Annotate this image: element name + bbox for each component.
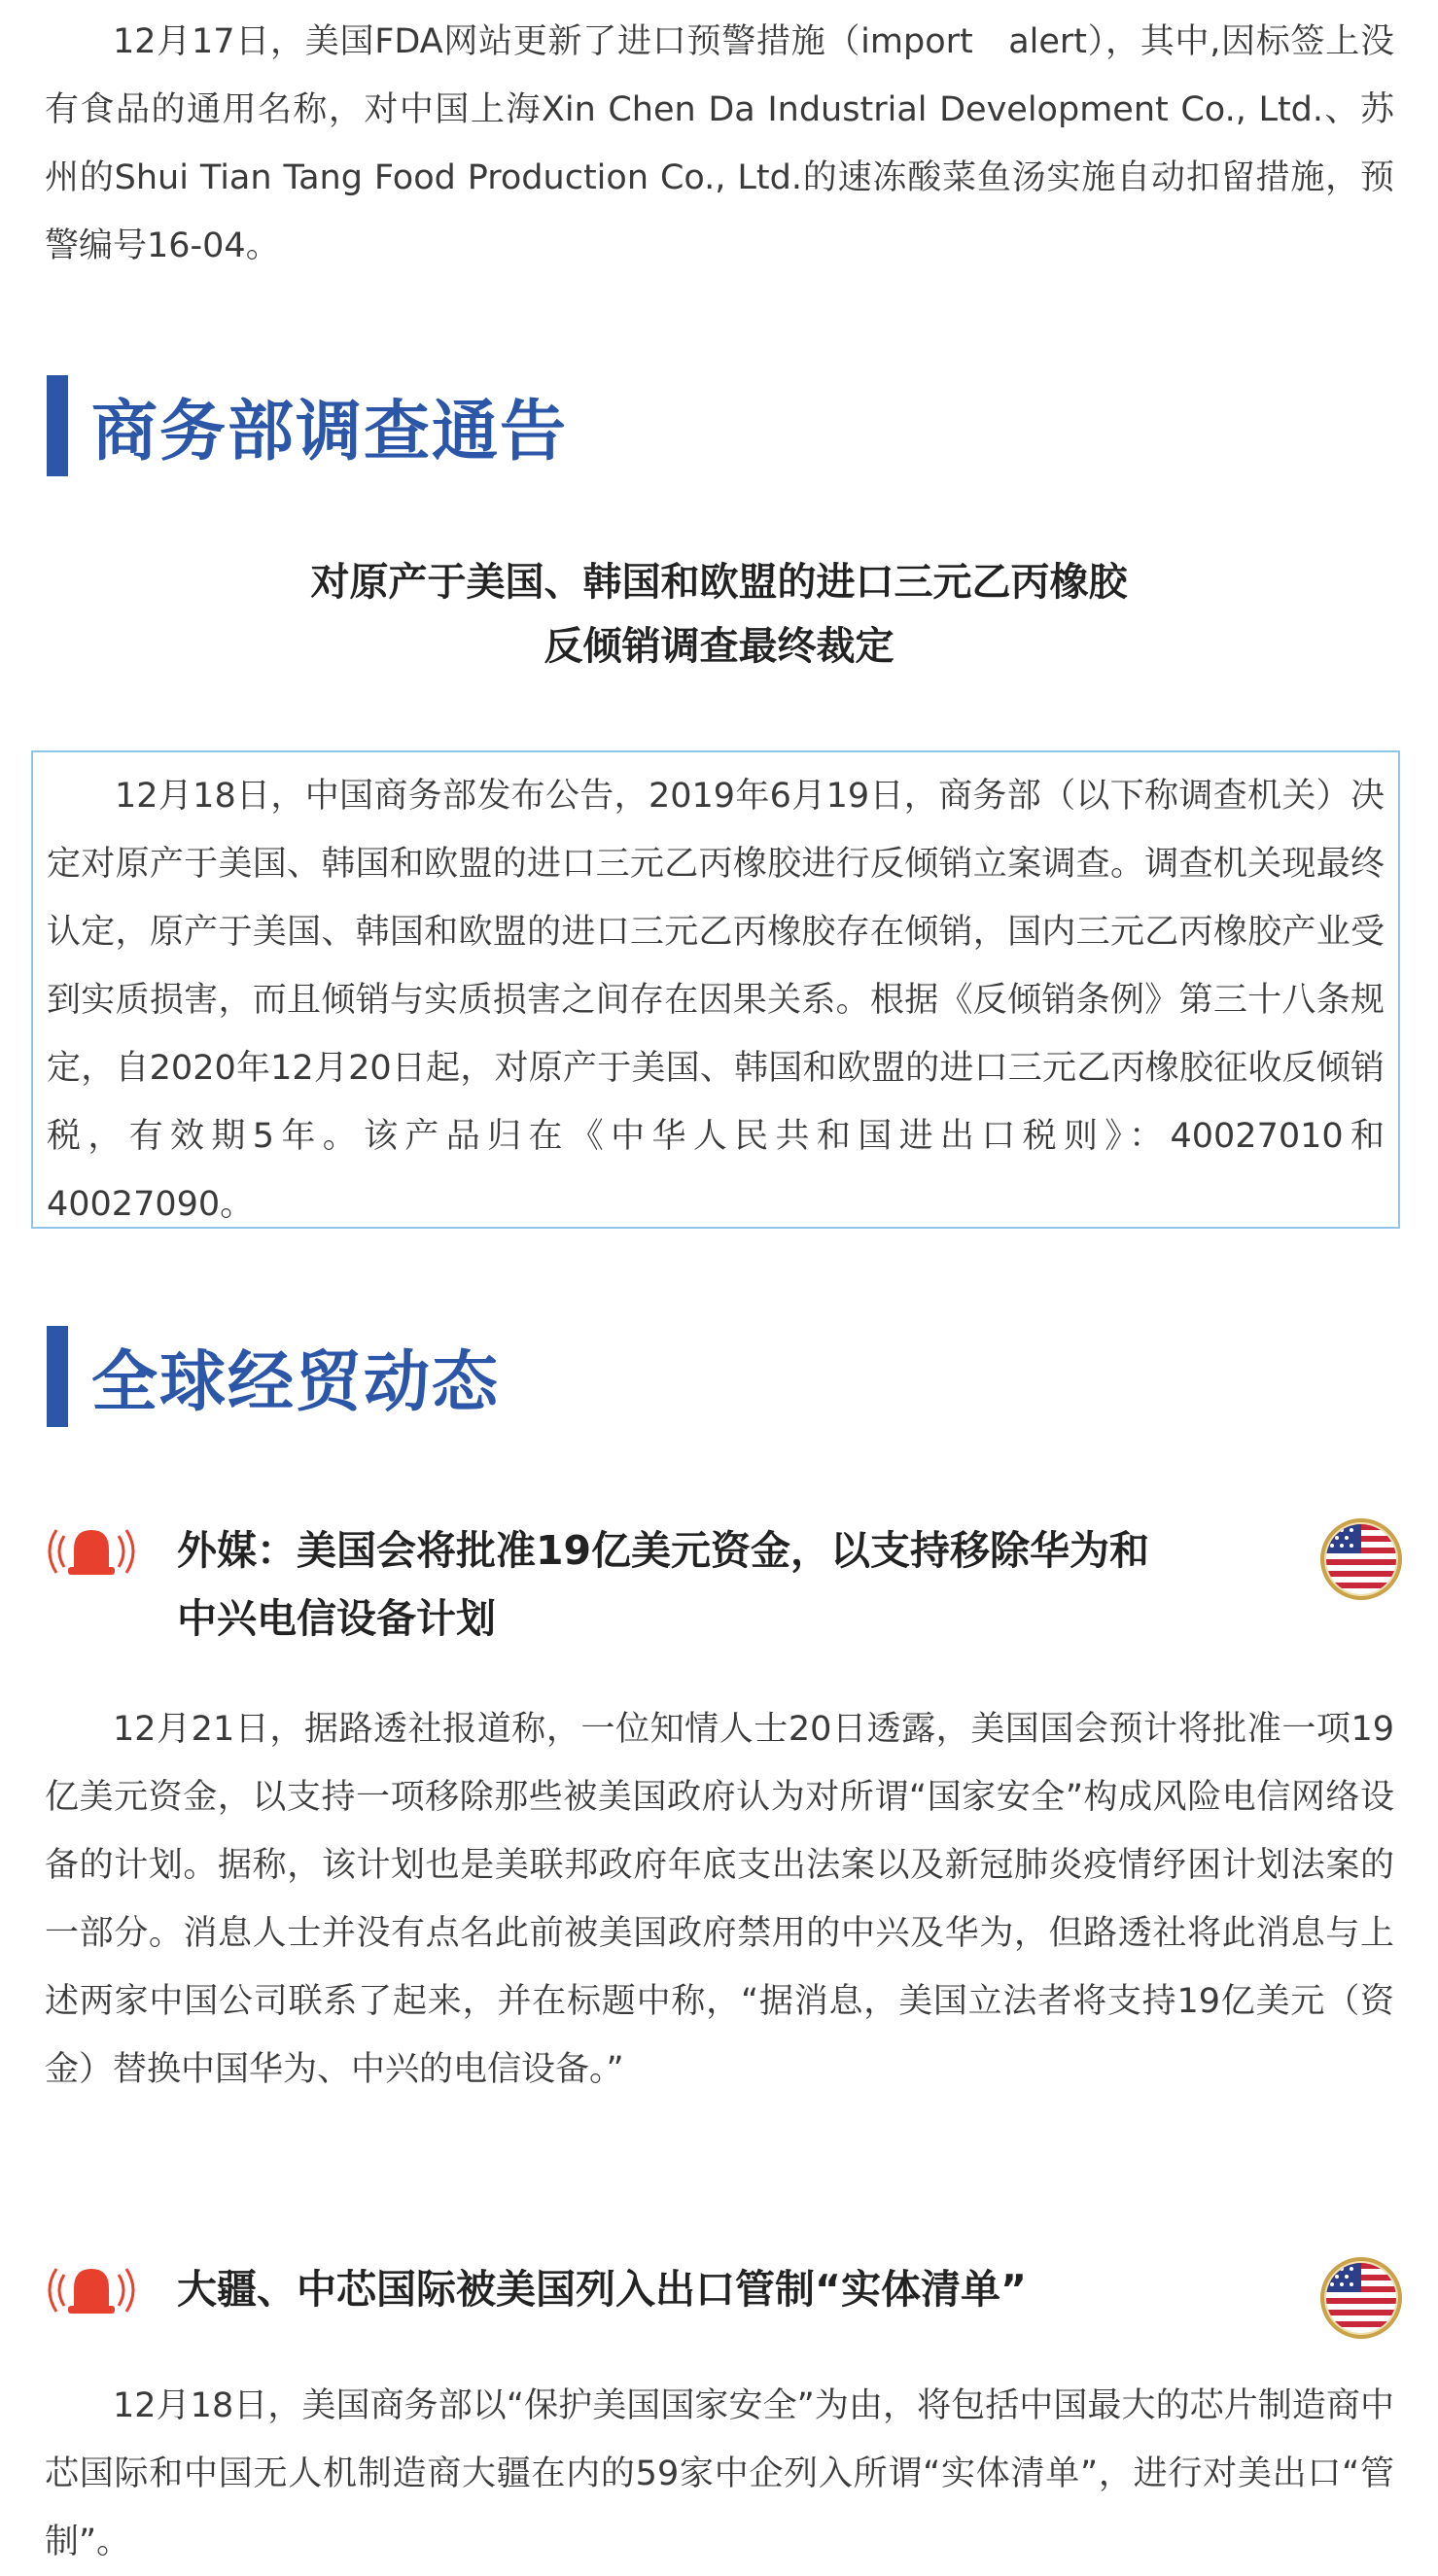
us-flag-icon [1318,1516,1404,1602]
notice-subtitle-line1: 对原产于美国、韩国和欧盟的进口三元乙丙橡胶 [310,560,1128,605]
intro-paragraph: 12月17日，美国FDA网站更新了进口预警措施（import alert），其中,因标签上没有食品的通用名称，对中国上海Xin Chen Da Industrial Development Co., Ltd.、苏州的Shui Tian Tang Food Production Co., Ltd.的速冻酸菜鱼汤实施自动扣留措施，预警编号16-04。 [45,22,1394,265]
news-body-2: 12月18日，美国商务部以“保护美国国家安全”为由，将包括中国最大的芯片制造商中芯国际和中国无人机制造商大疆在内的59家中企列入所谓“实体清单”，进行对美出口“管制”。 [45,2386,1394,2561]
notice-body: 12月18日，中国商务部发布公告，2019年6月19日，商务部（以下称调查机关）决定对原产于美国、韩国和欧盟的进口三元乙丙橡胶进行反倾销立案调查。调查机关现最终认定，原产于美国、韩国和欧盟的进口三元乙丙橡胶存在倾销，国内三元乙丙橡胶产业受到实质损害，而且倾销与实质损害之间存在因果关系。根据《反倾销条例》第三十八条规定，自2020年12月20日起，对原产于美国、韩国和欧盟的进口三元乙丙橡胶征收反倾销税，有效期5年。该产品归在《中华人民共和国进出口税则》：40027010和40027090。 [47,777,1385,1224]
alarm-bell-icon [43,1522,140,1581]
news-title-1 [177,1516,1307,1653]
section-title: 全球经贸动态 [91,1343,501,1421]
section-bar [47,1326,68,1427]
notice-subtitle-line2: 反倾销调查最终裁定 [544,624,894,669]
alarm-bell-icon [43,2261,140,2319]
section-bar [47,375,68,476]
notice-box [31,750,1400,1229]
news-headline-1 [43,1516,1404,1653]
section-header-global [47,1326,500,1427]
us-flag-icon [1318,2255,1404,2341]
news-title-1-line2: 中兴电信设备计划 [177,1595,496,1642]
news-title-2-line1: 大疆、中芯国际被美国列入出口管制“实体清单” [177,2266,1027,2313]
news-title-1-line1: 外媒：美国会将批准19亿美元资金，以支持移除华为和 [177,1527,1150,1574]
news-headline-2 [43,2255,1404,2341]
section-header-mofcom [47,375,568,476]
news-body-1: 12月21日，据路透社报道称，一位知情人士20日透露，美国国会预计将批准一项19亿美元资金，以支持一项移除那些被美国政府认为对所谓“国家安全”构成风险电信网络设备的计划。据称，该计划也是美联邦政府年底支出法案以及新冠肺炎疫情纾困计划法案的一部分。消息人士并没有点名此前被美国政府禁用的中兴及华为，但路透社将此消息与上述两家中国公司联系了起来，并在标题中称，“据消息，美国立法者将支持19亿美元（资金）替换中国华为、中兴的电信设备。” [45,1710,1394,2089]
news-title-2 [177,2255,1307,2323]
section-title: 商务部调查通告 [91,393,569,470]
